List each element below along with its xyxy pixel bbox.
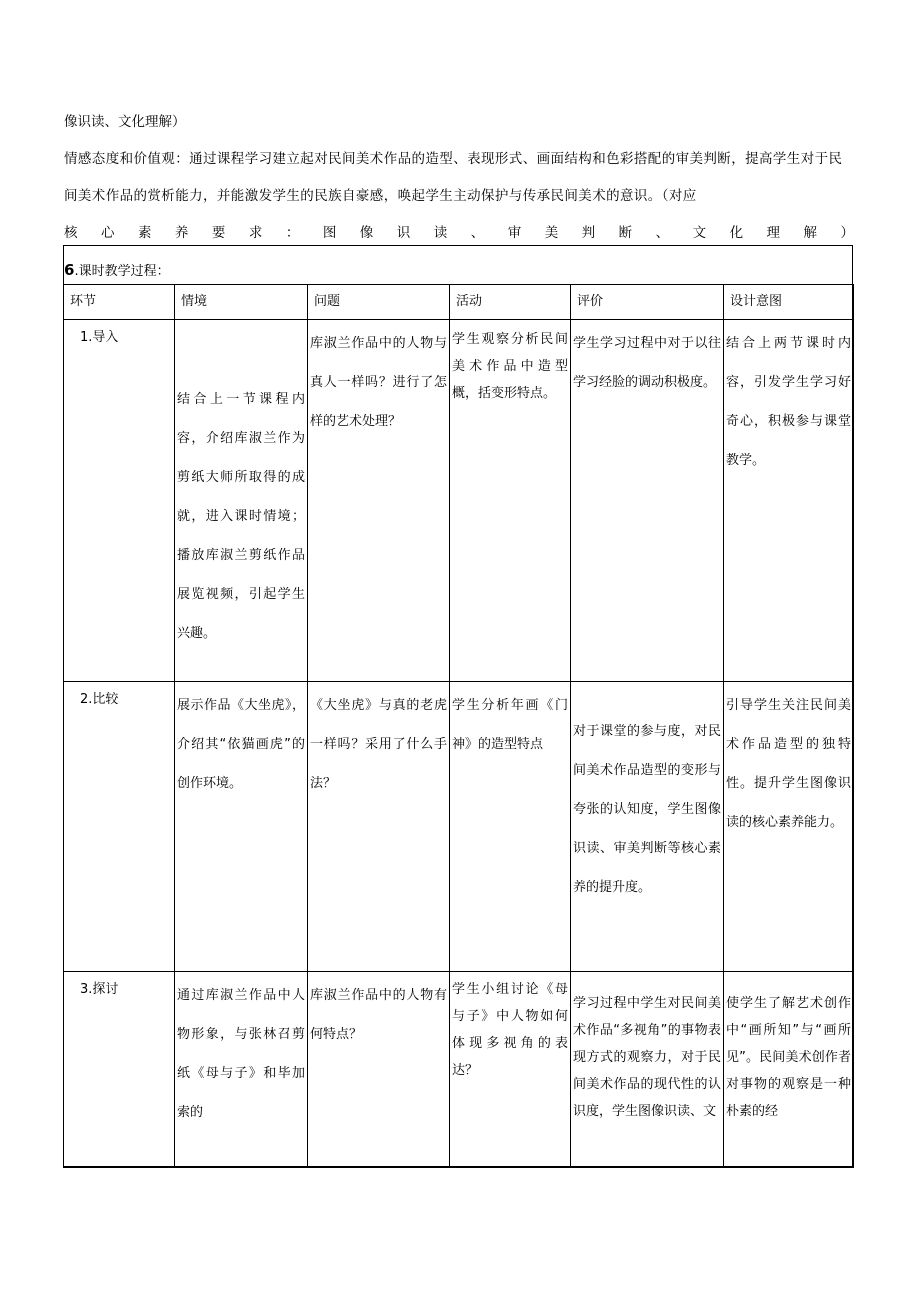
row-intent: 使学生了解艺术创作中“画所知”与“画所见”。民间美术创作者对事物的观察是一种朴素的经 xyxy=(724,972,854,1168)
row-stage: 3.探讨 xyxy=(64,972,175,1168)
intro-line-1: 像识读、文化理解） xyxy=(64,114,186,130)
row-situation: 展示作品《大坐虎》，介绍其“依猫画虎”的创作环境。 xyxy=(175,682,308,972)
row-intent: 结合上两节课时内容，引发学生学习好奇心，积极参与课堂教学。 xyxy=(724,320,854,682)
row-stage: 1.导入 xyxy=(64,320,175,682)
table-header-row xyxy=(64,285,854,320)
lesson-process-table xyxy=(63,284,854,1168)
row-evaluation: 学习过程中学生对民间美术作品“多视角”的事物表现方式的观察力，对于民间美术作品的现代性的认识度，学生图像识读、文 xyxy=(571,972,724,1168)
header-evaluation: 评价 xyxy=(571,285,724,320)
header-intent: 设计意图 xyxy=(724,285,854,320)
row-question: 《大坐虎》与真的老虎一样吗？采用了什么手法？ xyxy=(308,682,450,972)
row-situation: 通过库淑兰作品中人物形象，与张林召剪纸《母与子》和毕加索的 xyxy=(175,972,308,1168)
row-activity: 学生观察分析民间美术作品中造型概，括变形特点。 xyxy=(450,320,571,682)
row-activity: 学生分析年画《门神》的造型特点 xyxy=(450,682,571,972)
header-activity: 活动 xyxy=(450,285,571,320)
section-title-text: .课时教学过程： xyxy=(74,264,170,279)
section-title xyxy=(64,260,170,279)
section-number: 6 xyxy=(64,261,75,279)
header-stage: 环节 xyxy=(64,285,175,320)
row-question: 库淑兰作品中的人物有何特点？ xyxy=(308,972,450,1168)
row-situation: 结合上一节课程内容，介绍库淑兰作为剪纸大师所取得的成就，进入课时情境；播放库淑兰剪纸作品展览视频，引起学生兴趣。 xyxy=(175,320,308,682)
row-intent: 引导学生关注民间美术作品造型的独特性。提升学生图像识读的核心素养能力。 xyxy=(724,682,854,972)
intro-core-literacy-line: 核心素养要求：图像识读、审美判断、文化理解） xyxy=(64,225,854,241)
table-row xyxy=(64,682,854,972)
row-question: 库淑兰作品中的人物与真人一样吗？进行了怎样的艺术处理？ xyxy=(308,320,450,682)
row-stage: 2.比较 xyxy=(64,682,175,972)
row-evaluation: 学生学习过程中对于以往学习经脸的调动积极度。 xyxy=(571,320,724,682)
row-activity: 学生小组讨论《母与子》中人物如何体现多视角的表达？ xyxy=(450,972,571,1168)
table-row xyxy=(64,972,854,1168)
lesson-process-frame xyxy=(63,245,853,1167)
table-row xyxy=(64,320,854,682)
row-evaluation: 对于课堂的参与度，对民间美术作品造型的变形与夸张的认知度，学生图像识读、审美判断等核心素养的提升度。 xyxy=(571,682,724,972)
header-question: 问题 xyxy=(308,285,450,320)
intro-values-paragraph: 情感态度和价值观：通过课程学习建立起对民间美术作品的造型、表现形式、画面结构和色彩搭配的审美判断，提高学生对于民间美术作品的赏析能力，并能激发学生的民族自豪感，唤起学生主动保护与传承民间美术的意识。（对应 xyxy=(64,151,843,204)
header-situation: 情境 xyxy=(175,285,308,320)
